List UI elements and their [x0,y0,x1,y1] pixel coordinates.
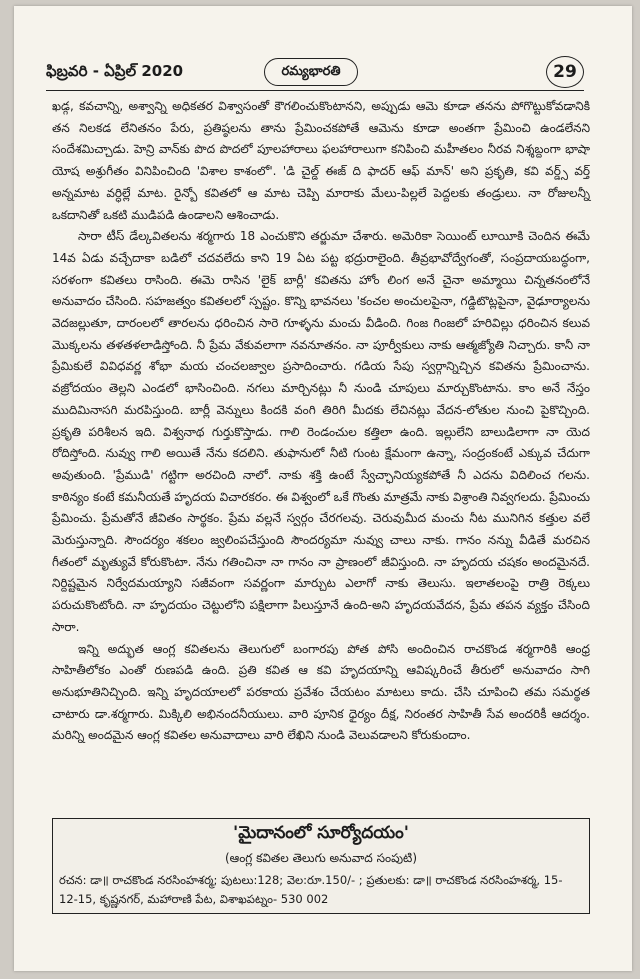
paragraph-1: ఖడ్గ, కవచాన్ని, అశ్వాన్ని అధికతర విశ్వాసంతో కౌగలించుకొంటానని, అప్పుడు ఆమె కూడా తనను పోగొట్టుకోవడానికి తన నిలకడ లేనితనం పేరు, ప్రతిష్ఠలను తాను ప్రేమించకపోతే ఆమెను కూడా అంతగా ప్రేమించి ఉండలేనని సందేశమిచ్చాడు. హెన్రి వాన్‌కు పొద పొదలో పూలహారాలు ఫలహారాలుగా కనిపించి మహీతలం నీరవ నిశ్శబ్దంగా భాషా యోష అశ్రుగీతం వినిపించింది 'విశాల కాశంలో'. 'డి చైల్డ్ ఈజ్ ది ఫాదర్ ఆఫ్ మాన్' అని ప్రకృతి, కవి వర్డ్స్ వర్త్ అన్నమాట వర్ధిల్లే మాట. రైన్బో కవితలో ఆ మాట చెప్పి మారాకు మేలు-పిల్లలే పెద్దలకు తండ్రులు. నా రోజులన్నీ ఒకదానితో ఒకటి ముడిపడి ఉండాలని ఆశించాడు. [52,99,590,222]
paragraph-2: సారా టీస్ డేల్కవితలను శర్మగారు 18 ఎంచుకొని తర్జుమా చేశారు. అమెరికా సెయింట్ లూయీకి చెందిన ఈమే 14వ ఏడు వచ్చేదాకా బడిలో చదవలేదు కాని 19 ఏట పట్ట భద్రురాలైంది. తీవ్రభావోద్వేగంతో, సంప్రదాయబద్ధంగా, సరళంగా కవితలు రాసింది. ఈమె రాసిన 'లైక్ బార్లీ' కవితను హోం లింగ అనే చైనా అమ్మాయి చిన్నతనంలోనే అనువాదం చేసింది. సహజత్వం కవితలలో స్పష్టం. కొన్ని భావనలు 'కంచల అంచులపైనా, గడ్డిటొట్లపైనా, వైఢూర్యాలను వెదజల్లుతూ, దారంలలో తారలను ధరించిన సారె గూళ్ళను మంచు వీడింది. గింజ గింజలో హరివిల్లు ధరించిన కలువ మొక్కలను తళతళలాడిస్తోంది. నీ ప్రేమ వేకువలాగా నవనూతనం. నా పూర్వీకులు నాకు ఆత్మజ్యోతి నిచ్చారు. కానీ నా ప్రేమికులే వివిధవర్ణ శోభా మయ చంచలజ్వాల ప్రసాదించారు. గడియ సేపు స్వర్గాన్నిచ్చిన కవితను ప్రేమించాను. వజ్రోదయం తెల్లని ఎండలో భాసించింది. నగలు మార్చినట్లు నీ నుండి చూపులు మార్చుకొంటాను. కాం అనే నేస్తం ముదిమినాసగి మరపిస్తుంది. బార్లీ వెన్నులు కిందకి వంగి తిరిగి మీదకు లేచినట్లు వేదన-లోతుల నుంచి పైకొచ్చింది. ప్రకృతి పరిశీలన ఇది. విశ్వనాథ గుర్తుకొస్తాడు. గాలి రెండంచుల కత్తిలా ఉంది. ఇల్లులేని బాలుడిలాగా నా యెద రోదిస్తోంది. నువ్వు గాలి అయితే నేను కదలిని. తుఫానులో నీటి గుంట క్షేమంగా ఉన్నా, సంద్రంకంటే ఎక్కువ చేదుగా అవుతుంది. 'ప్రేముడి' గట్టిగా అరచింది నాలో. నాకు శక్తి ఉంటే స్వేచ్ఛానియ్యకపోతే నీ ఎదను విదిలించ గలను. కాఠిన్యం కంటే కమనీయతే హృదయ విచారకరం. ఈ విశ్వంలో ఒకే గొంతు మాత్రమే నాకు విశ్రాంతి నివ్వగలదు. ప్రేమించు ప్రేమించు. ప్రేమతోనే జీవితం సార్థకం. ప్రేమ వల్లనే స్వర్గం చేరగలవు. చెరువుమీద మంచు నీట మునిగిన కత్తుల వలే మెరుస్తున్నాది. సౌందర్యం శకలం జ్వలింపచేస్తుంది సౌందర్యమా నువ్వు చాలు నాకు. గానం నన్ను వీడితే మరచిన గీతంలో మృత్యువే కోరుకొంటా. నేను గతించినా నా గానం నా ప్రాణంలో జీవిస్తుంది. నా హృదయ చషకం అందమైనదే. నిర్దిష్టమైన నిర్వేదమయ్యాని సజీవంగా సవర్ణంగా మార్చుట ఎలాగో నాకు తెలుసు. ఇలాతలంపై రాత్రి రెక్కలు పరుచుకొంటోంది. నా హృదయం చెట్టులోని పక్షిలాగా పిలుస్తూనే ఉంది-అని హృదయవేదన, ప్రేమ తపన వ్యక్తం చేసింది సారా. [52,229,590,634]
magazine-logo: రమ్యభారతి [264,58,358,86]
page-number: 29 [546,56,584,88]
book-info-box [52,818,590,914]
page-header [46,54,584,92]
header-rule [46,90,584,91]
paragraph-3: ఇన్ని అద్భుత ఆంగ్ల కవితలను తెలుగులో బంగారపు పోత పోసి అందించిన రాచకొండ శర్మగారికి ఆంధ్ర సాహితీలోకం ఎంతో రుణపడి ఉంది. ప్రతి కవిత ఆ కవి హృదయాన్ని ఆవిష్కరించే తీరులో అనువాదం సాగి అనుభూతినిచ్చింది. ఇన్ని హృదయాలలో పరకాయ ప్రవేశం చేయటం మాటలు కాదు. చేసి చూపించి తమ సమర్థత చాటారు డా.శర్మగారు. మిక్కిలి అభినందనీయులు. వారి పూనిక ధైర్యం దీక్ష, నిరంతర సాహితీ సేవ అందరికీ ఆదర్శం. మరిన్ని అందమైన ఆంగ్ల కవితల అనువాదాలు వారి లేఖిని నుండి వెలువడాలని కోరుకుందాం. [52,641,590,743]
issue-date: ఫిబ్రవరి - ఏప్రిల్ 2020 [46,62,184,80]
article-body [52,96,590,747]
book-details: రచన: డా॥ రాచకొండ నరసింహశర్మ; పుటలు:128; వెల:రూ.150/- ; ప్రతులకు: డా॥ రాచకొండ నరసింహశర్మ, 15-12-15, కృష్ణనగర్, మహారాణి పేట, విశాఖపట్నం- 530 002 [59,873,563,906]
book-subtitle: (ఆంగ్ల కవితల తెలుగు అనువాద సంపుటి) [224,851,418,865]
book-title: 'మైదానంలో సూర్యోదయం' [233,823,409,843]
